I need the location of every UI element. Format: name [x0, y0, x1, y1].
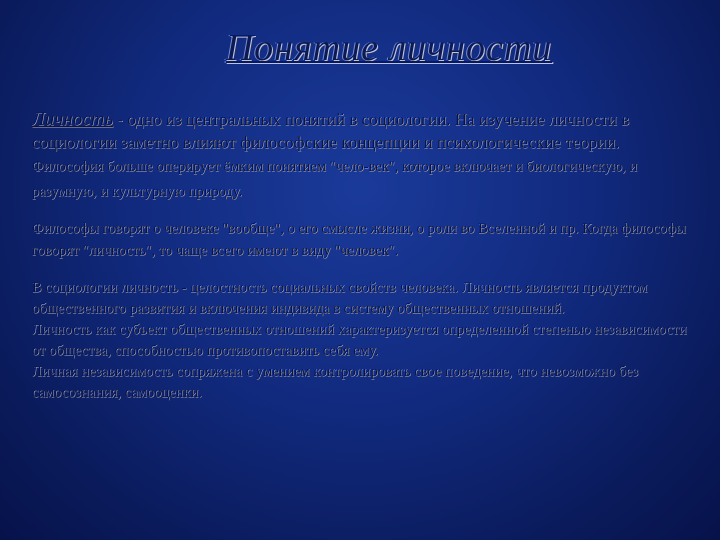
sociology-line-1: В социологии личность - целостность социальных свойств человека. Личность является продуктом общественного развития и включения индивида в систему общественных отношений. — [32, 280, 648, 317]
paragraph-philosophers: Философы говорят о человеке "вообще", о его смысле жизни, о роли во Вселенной и пр. Когда философы говорят "личность", то чаще всего имеют в виду "человек". — [32, 221, 687, 259]
sociology-line-2: Личность как субъект общественных отношений характеризуется определенной степенью независимости от общества, способностью противопоставить себя ему. — [32, 322, 687, 359]
paragraph-sociology — [32, 278, 692, 404]
slide-title: Понятие личности — [225, 27, 553, 69]
intro-text: - одно из центральных понятий в социологии. На изучение личности в социологии заметно влияют философские концепции и психологические теории. — [32, 110, 630, 152]
paragraph-intro — [32, 108, 692, 204]
intro-tail: Философия больше оперирует ёмким понятием "чело-век", которое включает и биологическую, и разумную, и культурную природу. — [32, 159, 638, 200]
sociology-line-3: Личная независимость сопряжена с умением контролировать свое поведение, что невозможно без самосознания, самооценки. — [32, 364, 639, 401]
slide-content — [32, 108, 692, 404]
lead-word: Личность — [32, 109, 114, 130]
